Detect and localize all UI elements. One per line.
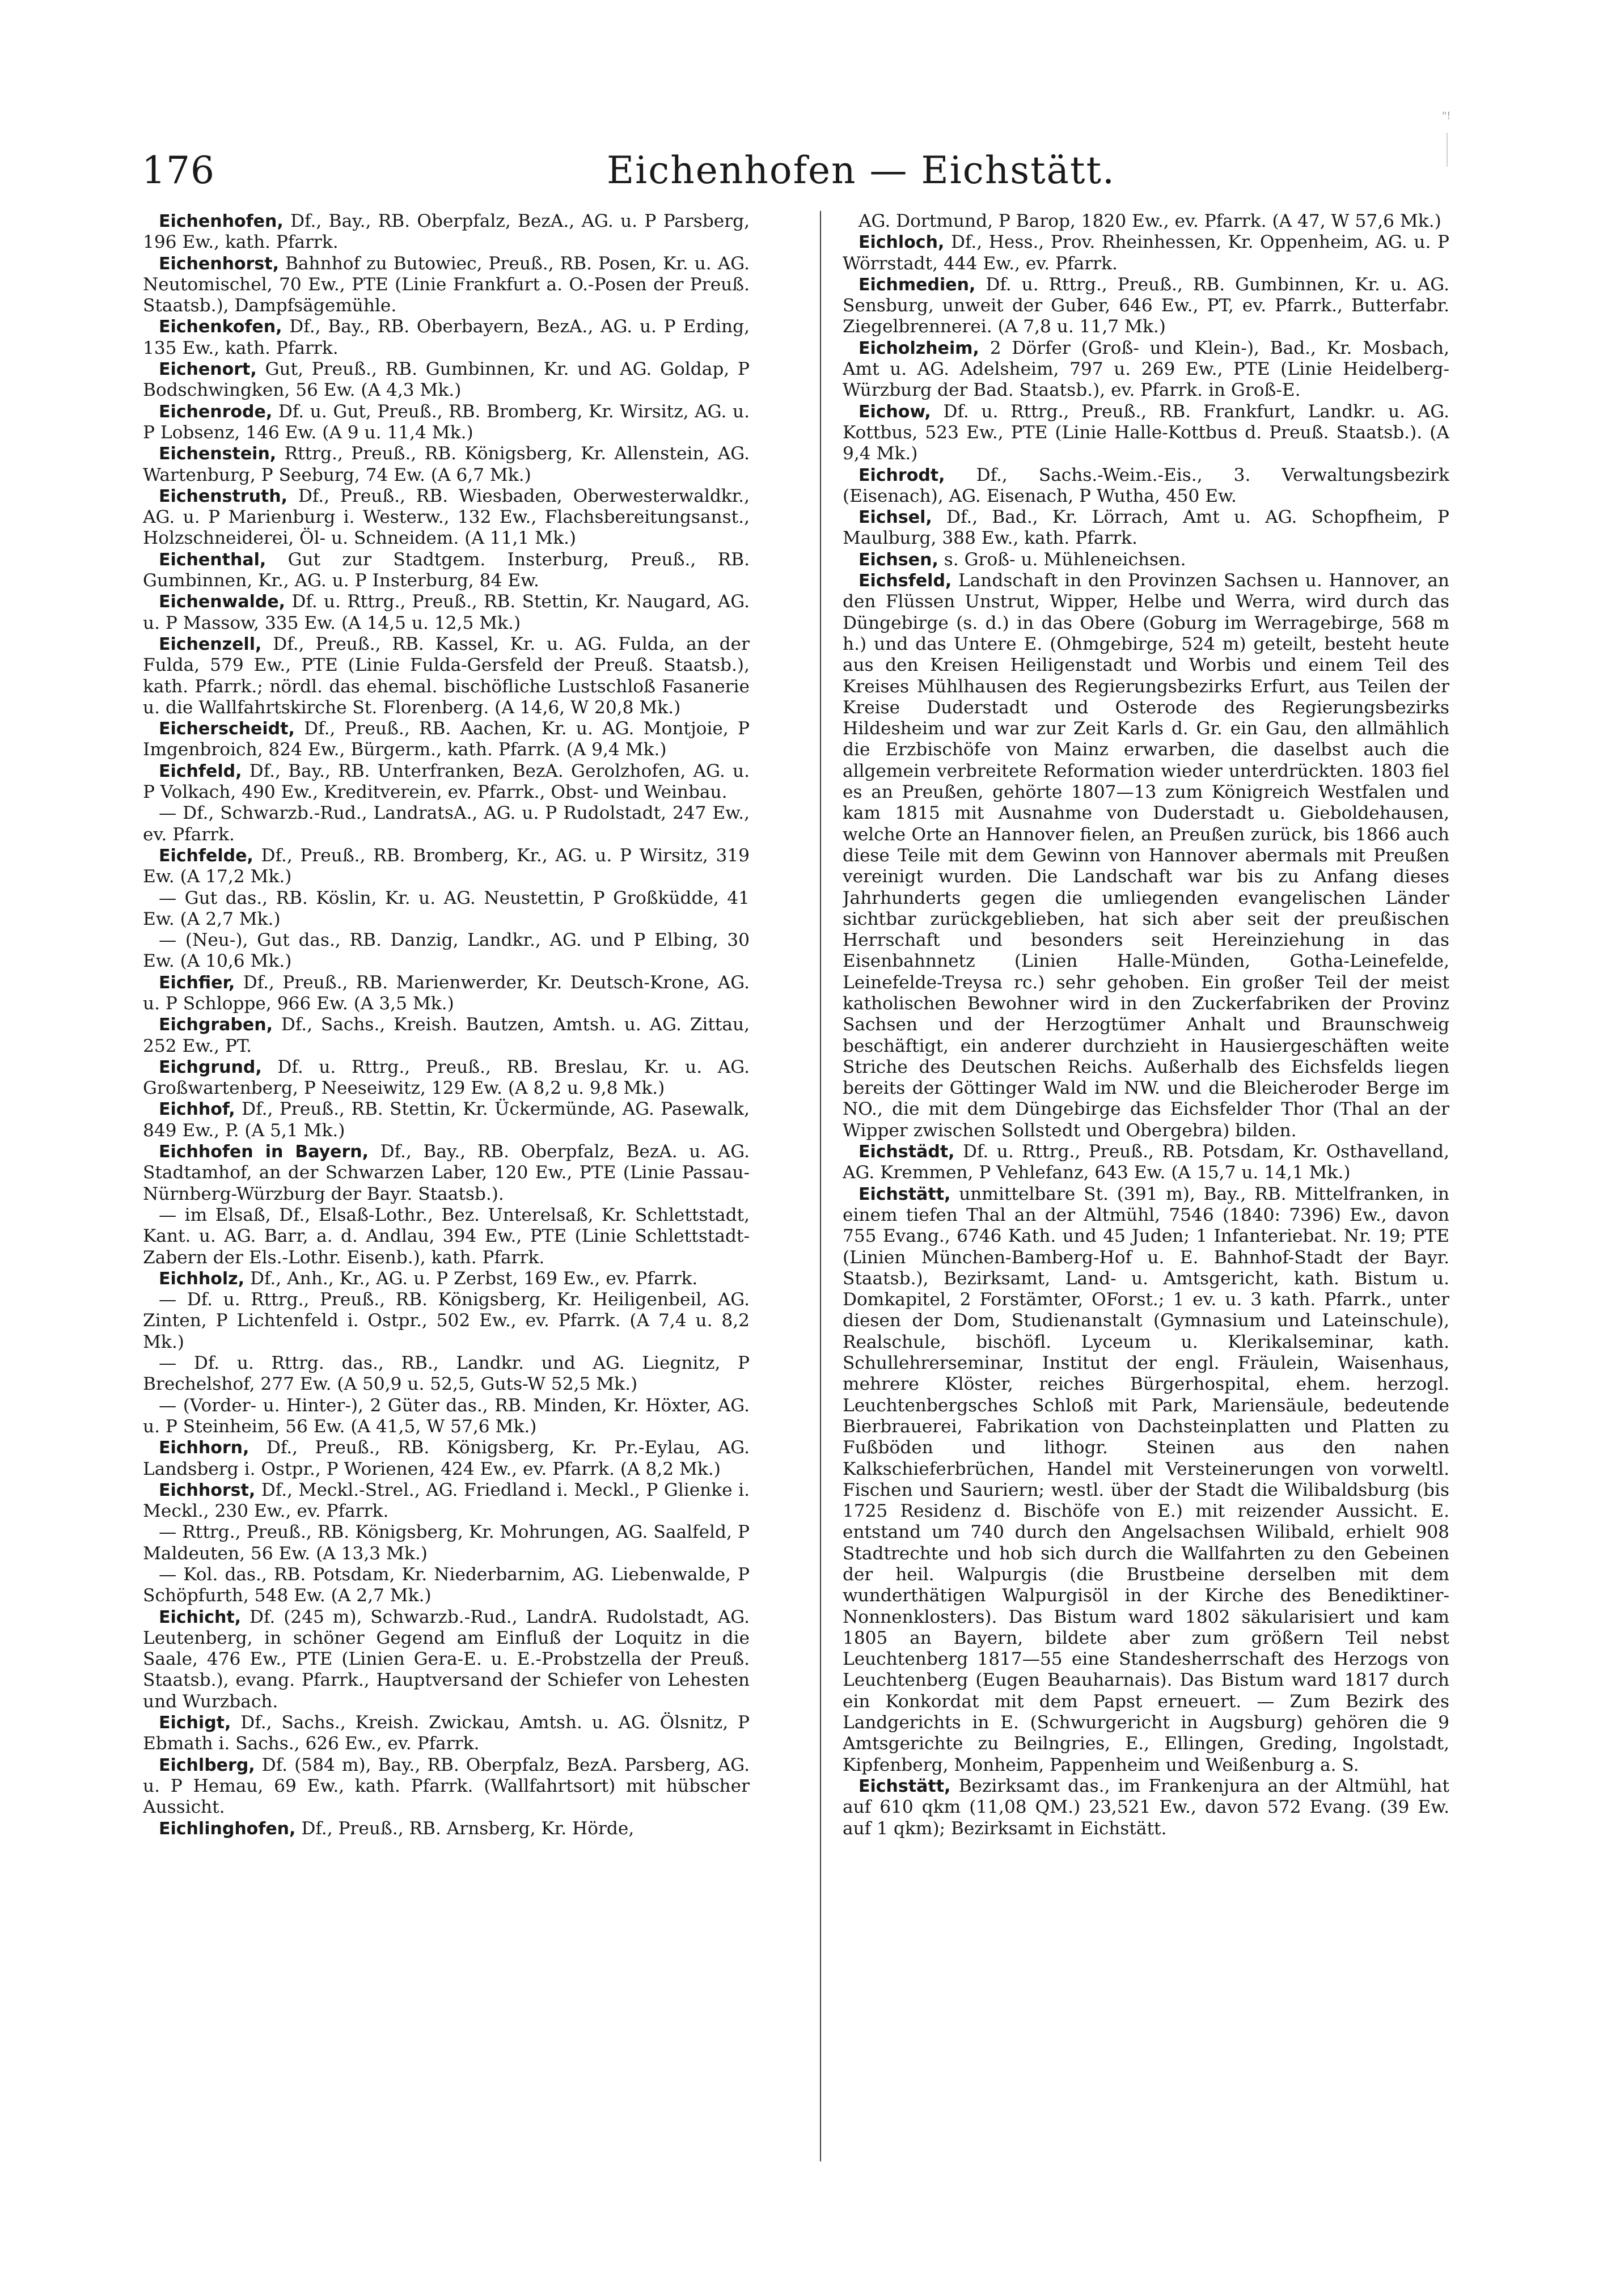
entry [143,591,750,634]
entry-term: Eichstätt, [858,1184,951,1204]
entry [143,1437,750,1480]
entry-term: Eichenwalde, [159,592,286,612]
entry-term: Eichmedien, [858,274,976,295]
entry-term: Eichsfeld, [858,571,952,591]
entry-term: Eichenort, [159,359,257,380]
entry [143,1480,750,1522]
entry [143,1818,750,1839]
running-title: Eichenhofen — Eichstätt. [607,149,1116,192]
entry-text: Df. u. Rttrg., Preuß., RB. Potsdam, Kr. Osthavelland, AG. Kremmen, P Vehlefanz, 643 Ew. (A 15,7 u. 14,1 Mk.) [843,1141,1449,1183]
entry-text: — Df., Schwarzb.-Rud., LandratsA., AG. u. P Rudolstadt, 247 Ew., ev. Pfarrk. [143,803,750,845]
entry-term: Eichfelde, [159,845,253,866]
entry [143,1014,750,1057]
entry-text: — (Vorder- u. Hinter-), 2 Güter das., RB. Minden, Kr. Höxter, AG. u. P Steinheim, 56 Ew. (A 41,5, W 57,6 Mk.) [143,1395,750,1437]
entry-term: Eichstätt, [858,1776,951,1796]
entry-term: Eichgraben, [159,1015,273,1035]
entry [143,888,750,930]
entry-text: Df. (245 m), Schwarzb.-Rud., LandrA. Rudolstadt, AG. Leutenberg, in schöner Gegend am Einfluß der Loquitz in die Saale, 476 Ew., PTE (Linien Gera-E. u. E.-Probstzella der Preuß. Staatsb.), evang. Pfarrk., Hauptversand der Schiefer von Lehesten und Wurzbach. [143,1606,750,1712]
entry-text: Df., Preuß., RB. Königsberg, Kr. Pr.-Eylau, AG. Landsberg i. Ostpr., P Worienen, 424 Ew., ev. Pfarrk. (A 8,2 Mk.) [143,1437,750,1479]
scan-mark [1447,133,1448,167]
entry-term: Eichhorn, [159,1438,249,1458]
entry [143,211,750,253]
entry-term: Eichfier, [159,972,235,993]
entry-term: Eicholzheim, [858,338,979,358]
entry-term: Eichenrode, [159,401,273,422]
entry [843,211,1449,232]
entry-text: Df., Preuß., RB. Bromberg, Kr., AG. u. P Wirsitz, 319 Ew. (A 17,2 Mk.) [143,845,750,887]
entry [143,634,750,718]
entry [143,1057,750,1099]
entry-text: Df., Preuß., RB. Wiesbaden, Oberwesterwaldkr., AG. u. P Marienburg i. Westerw., 132 Ew., Flachsbereitungsanst., Holzschneiderei, Öl- u. Schneidem. (A 11,1 Mk.) [143,485,750,549]
entry-text: — Df. u. Rttrg. das., RB., Landkr. und AG. Liegnitz, P Brechelshof, 277 Ew. (A 50,9 u. 52,5, Guts-W 52,5 Mk.) [143,1353,750,1395]
entry [143,1353,750,1395]
entry [843,232,1449,274]
entry-text: Rttrg., Preuß., RB. Königsberg, Kr. Allenstein, AG. Wartenburg, P Seeburg, 74 Ew. (A 6,7 Mk.) [143,443,750,485]
entry-text: Df. u. Rttrg., Preuß., RB. Breslau, Kr. u. AG. Großwartenberg, P Neeseiwitz, 129 Ew. (A 8,2 u. 9,8 Mk.) [143,1056,750,1099]
entry [143,761,750,803]
entry [143,930,750,972]
entry-text: Landschaft in den Provinzen Sachsen u. Hannover, an den Flüssen Unstrut, Wipper, Helbe und Werra, wird durch das Düngebirge (s. d.) in das Obere (Goburg im Werragebirge, 568 m h.) und das Untere E. (Ohmgebirge, 524 m) geteilt, besteht heute aus den Kreisen Heiligenstadt und Worbis und einem Teil des Kreises Mühlhausen des Regierungsbezirks Erfurt, aus Teilen der Kreise Duderstadt und Osterode des Regierungsbezirks Hildesheim und war zur Zeit Karls d. Gr. ein Gau, den allmählich die Erzbischöfe von Mainz erwarben, die daselbst auch die allgemein verbreitete Reformation wieder unterdrückten. 1803 fiel es an Preußen, gehörte 1807—13 zum Königreich Westfalen und kam 1815 mit Ausnahme von Duderstadt u. Gieboldehausen, welche Orte an Hannover fielen, an Preußen zurück, bis 1866 auch diese Teile mit dem Gewinn von Hannover abermals mit Preußen vereinigt wurden. Die Landschaft war bis zu Anfang dieses Jahrhunderts gegen die umliegenden evangelischen Länder sichtbar zurückgeblieben, hat sich aber seit der preußischen Herrschaft und besonders seit Hereinziehung in das Eisenbahnnetz (Linien Halle-Münden, Gotha-Leinefelde, Leinefelde-Treysa rc.) sehr gehoben. Ein großer Teil der meist katholischen Bewohner wird in den Zuckerfabriken der Provinz Sachsen und der Herzogtümer Anhalt und Braunschweig beschäftigt, ein anderer durchzieht in Hausiergeschäften weite Striche des Deutschen Reichs. Außerhalb des Eichsfelds liegen bereits der Göttinger Wald im NW. und die Bleicheroder Berge im NO., die mit dem Düngebirge das Eichsfelder Thor (Thal an der Wipper zwischen Sollstedt und Obergebra) bilden. [843,570,1449,1141]
entry [143,1755,750,1818]
entry-text: — (Neu-), Gut das., RB. Danzig, Landkr., AG. und P Elbing, 30 Ew. (A 10,6 Mk.) [143,930,750,972]
entry-term: Eichlinghofen, [159,1818,296,1839]
entry-term: Eichsen, [858,549,938,570]
entry-text: Df., Meckl.-Strel., AG. Friedland i. Meckl., P Glienke i. Meckl., 230 Ew., ev. Pfarrk. [143,1479,750,1522]
entry-term: Eichlberg, [159,1755,255,1775]
entry-text: — im Elsaß, Df., Elsaß-Lothr., Bez. Unterelsaß, Kr. Schlettstadt, Kant. u. AG. Barr, a. d. Andlau, 394 Ew., PTE (Linie Schlettstadt-Zabern der Els.-Lothr. Eisenb.), kath. Pfarrk. [143,1204,750,1268]
page-header [142,149,1406,200]
entry-text: Df. u. Rttrg., Preuß., RB. Gumbinnen, Kr. u. AG. Sensburg, unweit der Guber, 646 Ew., PT, ev. Pfarrk., Butterfabr. Ziegelbrennerei. (A 7,8 u. 11,7 Mk.) [843,274,1449,337]
entry [143,1141,750,1205]
entry-text: — Rttrg., Preuß., RB. Königsberg, Kr. Mohrungen, AG. Saalfeld, P Maldeuten, 56 Ew. (A 13,3 Mk.) [143,1522,750,1564]
entry-text: Gut zur Stadtgem. Insterburg, Preuß., RB. Gumbinnen, Kr., AG. u. P Insterburg, 84 Ew. [143,549,750,591]
entry [843,401,1449,465]
entry [843,549,1449,570]
entry [143,1607,750,1712]
entry-term: Eichenzell, [159,634,262,654]
entry-term: Eichenhofen, [159,211,284,231]
entry-text: Df. u. Gut, Preuß., RB. Bromberg, Kr. Wirsitz, AG. u. P Lobsenz, 146 Ew. (A 9 u. 11,4 Mk.) [143,401,750,443]
entry-term: Eichenkofen, [159,317,282,337]
entry [843,1776,1449,1839]
entry-text: Df., Preuß., RB. Arnsberg, Kr. Hörde, [301,1818,635,1839]
entry [843,570,1449,1141]
entry-text: Df., Bay., RB. Unterfranken, BezA. Gerolzhofen, AG. u. P Volkach, 490 Ew., Kreditverein, ev. Pfarrk., Obst- und Weinbau. [143,760,750,803]
entry-text: Df., Sachs.-Weim.-Eis., 3. Verwaltungsbezirk (Eisenach), AG. Eisenach, P Wutha, 450 Ew. [843,464,1449,506]
page-number: 176 [142,149,215,192]
entry [143,845,750,888]
entry-text: — Kol. das., RB. Potsdam, Kr. Niederbarnim, AG. Liebenwalde, P Schöpfurth, 548 Ew. (A 2,7 Mk.) [143,1564,750,1606]
entry-text: Df., Anh., Kr., AG. u. P Zerbst, 169 Ew., ev. Pfarrk. [249,1268,698,1289]
entry [143,253,750,317]
entry-text: Df. u. Rttrg., Preuß., RB. Frankfurt, Landkr. u. AG. Kottbus, 523 Ew., PTE (Linie Halle-Kottbus d. Preuß. Staatsb.). (A 9,4 Mk.) [843,401,1449,464]
entry [843,338,1449,401]
entry-term: Eichhof, [159,1099,235,1120]
entry-term: Eichstädt, [858,1142,955,1162]
entry [143,972,750,1015]
left-column [143,211,750,2161]
entry [143,1268,750,1289]
entry-term: Eicherscheidt, [159,719,295,739]
entry [143,1522,750,1564]
entry-text: unmittelbare St. (391 m), Bay., RB. Mittelfranken, in einem tiefen Thal an der Altmühl, 7546 (1840: 7396) Ew., davon 755 Evang., 6746 Kath. und 45 Juden; 1 Infanteriebat. Nr. 19; PTE (Linien München-Bamberg-Hof u. E. Bahnhof-Stadt der Bayr. Staatsb.), Bezirksamt, Land- u. Amtsgericht, kath. Bistum u. Domkapitel, 2 Forstämter, OForst.; 1 ev. u. 3 kath. Pfarrk., unter diesen der Dom, Studienanstalt (Gymnasium und Lateinschule), Realschule, bischöfl. Lyceum u. Klerikalseminar, kath. Schullehrerseminar, Institut der engl. Fräulein, Waisenhaus, mehrere Klöster, reiches Bürgerhospital, ehem. herzogl. Leuchtenbergsches Schloß mit Park, Mariensäule, bedeutende Bierbrauerei, Fabrikation von Dachsteinplatten und Platten zu Fußböden und lithogr. Steinen aus den nahen Kalkschieferbrüchen, Handel mit Versteinerungen von vorweltl. Fischen und Sauriern; westl. über der Stadt die Wilibaldsburg (bis 1725 Residenz d. Bischöfe von E.) mit reizender Aussicht. E. entstand um 740 durch den Angelsachsen Wilibald, erhielt 908 Stadtrechte und hob sich durch die Wallfahrten zu den Gebeinen der heil. Walpurgis (die Brustbeine derselben mit dem wunderthätigen Walpurgisöl in der Kirche des Benediktiner-Nonnenklosters). Das Bistum ward 1802 säkularisiert und kam 1805 an Bayern, bildete aber zum größern Teil nebst Leuchtenberg 1817—55 eine Standesherrschaft des Herzogs von Leuchtenberg (Eugen Beauharnais). Das Bistum ward 1817 durch ein Konkordat mit dem Papst erneuert. — Zum Bezirk des Landgerichts in E. (Schwurgericht in Augsburg) gehören die 9 Amtsgerichte zu Beilngries, E., Ellingen, Greding, Ingolstadt, Kipfenberg, Monheim, Pappenheim und Weißenburg a. S. [843,1183,1449,1775]
entry-term: Eichenstein, [159,444,277,464]
entry-term: Eichsel, [858,507,932,528]
entry [143,803,750,845]
entry [143,401,750,444]
entry-text: AG. Dortmund, P Barop, 1820 Ew., ev. Pfarrk. (A 47, W 57,6 Mk.) [858,211,1441,231]
entry-text: Bahnhof zu Butowiec, Preuß., RB. Posen, Kr. u. AG. Neutomischel, 70 Ew., PTE (Linie Frankfurt a. O.-Posen der Preuß. Staatsb.), Dampfsägemühle. [143,253,750,316]
entry-term: Eichhorst, [159,1480,256,1500]
entry [143,1395,750,1438]
entry [843,507,1449,549]
column-divider [820,211,821,2161]
entry-term: Eichenstruth, [159,486,288,506]
entry-text: — Df. u. Rttrg., Preuß., RB. Königsberg, Kr. Heiligenbeil, AG. Zinten, P Lichtenfeld i. Ostpr., 502 Ew., ev. Pfarrk. (A 7,4 u. 8,2 Mk.) [143,1289,750,1352]
entry [143,443,750,486]
entry-text: Df., Preuß., RB. Marienwerder, Kr. Deutsch-Krone, AG. u. P Schloppe, 966 Ew. (A 3,5 Mk.) [143,972,750,1014]
entry-text: Df., Bad., Kr. Lörrach, Amt u. AG. Schopfheim, P Maulburg, 388 Ew., kath. Pfarrk. [843,507,1449,549]
entry-text: Df., Preuß., RB. Kassel, Kr. u. AG. Fulda, an der Fulda, 579 Ew., PTE (Linie Fulda-Gersfeld der Preuß. Staatsb.), kath. Pfarrk.; nördl. das ehemal. bischöfliche Lustschloß Fasanerie u. die Wallfahrtskirche St. Florenberg. (A 14,6, W 20,8 Mk.) [143,633,750,718]
entry-term: Eichloch, [858,232,945,253]
entry-text: Df. (584 m), Bay., RB. Oberpfalz, BezA. Parsberg, AG. u. P Hemau, 69 Ew., kath. Pfarrk. (Wallfahrtsort) mit hübscher Aussicht. [143,1754,750,1818]
entry-text: Bezirksamt das., im Frankenjura an der Altmühl, hat auf 610 qkm (11,08 QM.) 23,521 Ew., davon 572 Evang. (39 Ew. auf 1 qkm); Bezirksamt in Eichstätt. [843,1775,1449,1839]
entry-term: Eichenhorst, [159,253,279,274]
entry [143,1205,750,1268]
entry-text: Df., Sachs., Kreish. Zwickau, Amtsh. u. AG. Ölsnitz, P Ebmath i. Sachs., 626 Ew., ev. Pfarrk. [143,1712,750,1754]
entry-term: Eichow, [858,401,931,422]
entry-term: Eichgrund, [159,1057,262,1077]
entry [843,465,1449,507]
entry-term: Eichigt, [159,1713,231,1733]
entry [143,549,750,592]
entry-term: Eichicht, [159,1607,242,1627]
entry [143,1564,750,1607]
entry-term: Eichfeld, [159,761,242,781]
entry-text: Df., Sachs., Kreish. Bautzen, Amtsh. u. AG. Zittau, 252 Ew., PT. [143,1014,750,1056]
entry-text: Df., Bay., RB. Oberbayern, BezA., AG. u. P Erding, 135 Ew., kath. Pfarrk. [143,316,750,358]
corner-mark: "! [1442,110,1451,122]
entry-text: s. Groß- u. Mühleneichsen. [944,549,1186,570]
entry-term: Eichenthal, [159,549,267,570]
entry-text: Df., Bay., RB. Oberpfalz, BezA. u. AG. Stadtamhof, an der Schwarzen Laber, 120 Ew., PTE (Linie Passau-Nürnberg-Würzburg der Bayr. Staatsb.). [143,1141,750,1204]
entry-text: Df., Bay., RB. Oberpfalz, BezA., AG. u. P Parsberg, 196 Ew., kath. Pfarrk. [143,211,750,253]
entry-term: Eichhofen in Bayern, [159,1142,369,1162]
entry [143,316,750,359]
entry [843,1141,1449,1184]
entry-term: Eichrodt, [858,465,945,485]
entry-text: 2 Dörfer (Groß- und Klein-), Bad., Kr. Mosbach, Amt u. AG. Adelsheim, 797 u. 269 Ew., PTE (Linie Heidelberg-Würzburg der Bad. Staatsb.), ev. Pfarrk. in Groß-E. [843,337,1449,401]
entry [143,359,750,401]
entry-text: Df. u. Rttrg., Preuß., RB. Stettin, Kr. Naugard, AG. u. P Massow, 335 Ew. (A 14,5 u. 12,5 Mk.) [143,591,750,633]
entry [143,1289,750,1353]
right-column [843,211,1449,2161]
entry [143,486,750,549]
entry-text: Df., Hess., Prov. Rheinhessen, Kr. Oppenheim, AG. u. P Wörrstadt, 444 Ew., ev. Pfarrk. [843,232,1449,274]
entry [143,718,750,761]
entry-text: Df., Preuß., RB. Stettin, Kr. Ückermünde, AG. Pasewalk, 849 Ew., P. (A 5,1 Mk.) [143,1099,750,1141]
entry-text: — Gut das., RB. Köslin, Kr. u. AG. Neustettin, P Großküdde, 41 Ew. (A 2,7 Mk.) [143,887,750,929]
entry-text: Gut, Preuß., RB. Gumbinnen, Kr. und AG. Goldap, P Bodschwingken, 56 Ew. (A 4,3 Mk.) [143,359,750,401]
entry-term: Eichholz, [159,1268,245,1289]
entry [143,1712,750,1755]
entry [143,1099,750,1141]
entry-text: Df., Preuß., RB. Aachen, Kr. u. AG. Montjoie, P Imgenbroich, 824 Ew., Bürgerm., kath. Pfarrk. (A 9,4 Mk.) [143,718,750,760]
entry [843,1184,1449,1776]
entry [843,274,1449,338]
